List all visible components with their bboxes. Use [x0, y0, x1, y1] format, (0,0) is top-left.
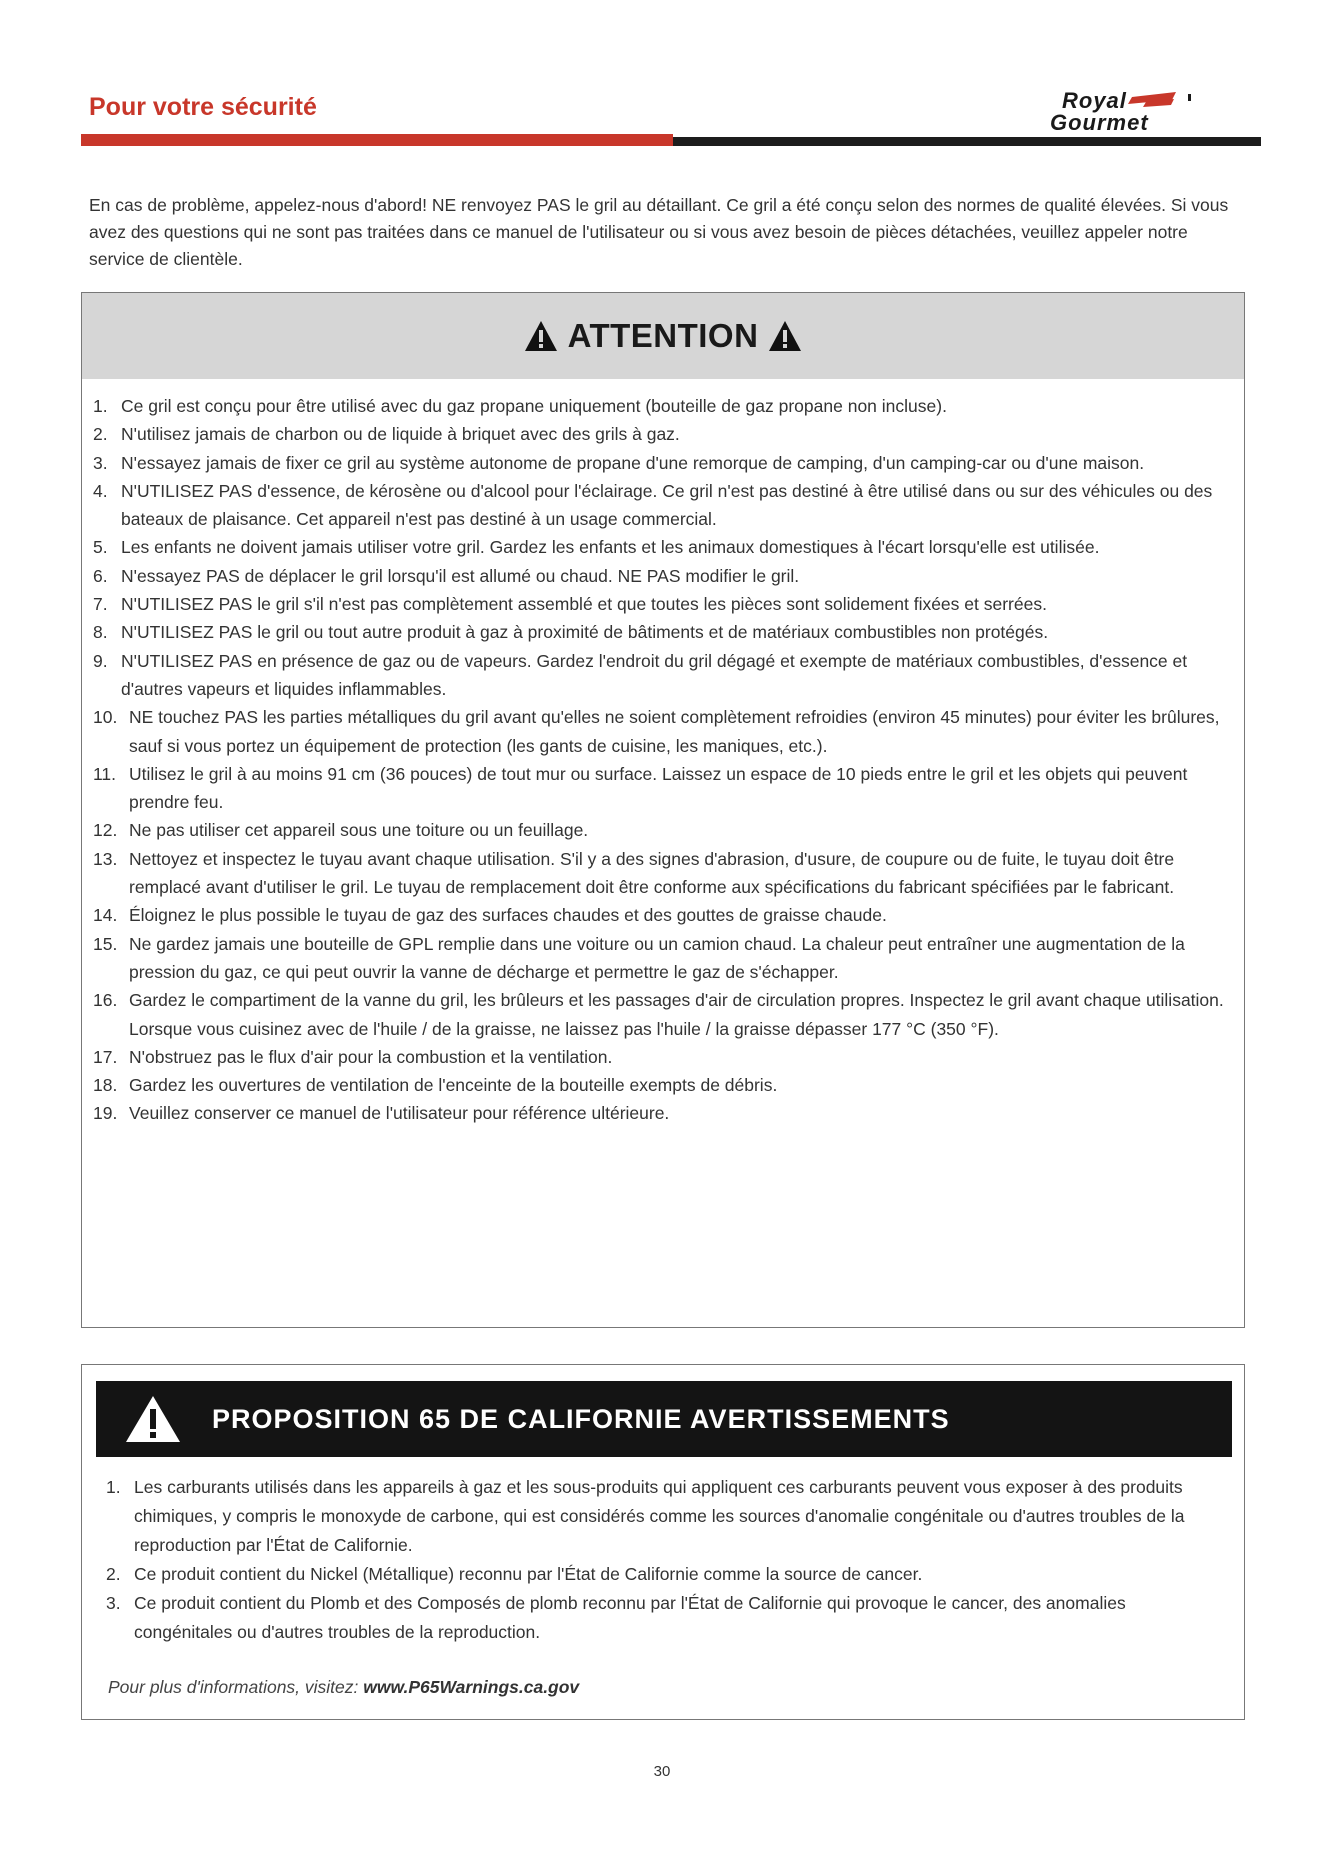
attention-title: ATTENTION [567, 317, 759, 354]
warning-triangle-icon [524, 320, 558, 352]
attention-item: 7. N'UTILISEZ PAS le gril s'il n'est pas complètement assemblé et que toutes les pièces sont solidement fixées et serrées. [93, 594, 1047, 615]
attention-item: 11. Utilisez le gril à au moins 91 cm (36 pouces) de tout mur ou surface. Laissez un espace de 10 pieds entre le gril et les objets qui peuvent prendre feu. [93, 763, 1188, 813]
brand-logo [1036, 88, 1226, 134]
attention-item: 17. N'obstruez pas le flux d'air pour la combustion et la ventilation. [93, 1046, 613, 1067]
prop65-item: 3. Ce produit contient du Plomb et des Composés de plomb reconnu par l'État de Californie qui provoque le cancer, des anomalies congénitales ou d'autres troubles de la reproduction. [106, 1593, 1126, 1642]
prop65-box [81, 1364, 1245, 1720]
attention-item: 1. Ce gril est conçu pour être utilisé avec du gaz propane uniquement (bouteille de gaz propane non incluse). [93, 396, 947, 416]
attention-box [81, 292, 1245, 1328]
warning-triangle-icon [768, 320, 802, 352]
attention-item: 16. Gardez le compartiment de la vanne du gril, les brûleurs et les passages d'air de circulation propres. Inspectez le gril avant chaque utilisation. Lorsque vous cuisinez avec de l'huile / de la graisse, ne laissez pas l'huile / la graisse dépasser 177 °C (350 °F). [93, 990, 1224, 1039]
attention-item: 14. Éloignez le plus possible le tuyau de gaz des surfaces chaudes et des gouttes de graisse chaude. [93, 905, 887, 926]
page-number: 30 [653, 1763, 671, 1780]
intro-paragraph: En cas de problème, appelez-nous d'abord! NE renvoyez PAS le gril au détaillant. Ce gril a été conçu selon des normes de qualité élevées. Si vous avez des questions qui ne sont pas traitées dans ce manuel de l'utilisateur ou si vous avez besoin de pièces détachées, veuillez appeler notre service de clientèle. [89, 195, 1229, 269]
attention-item: 18. Gardez les ouvertures de ventilation de l'enceinte de la bouteille exempts de débris. [93, 1075, 778, 1096]
header-rule-black [673, 137, 1261, 146]
attention-item: 2. N'utilisez jamais de charbon ou de liquide à briquet avec des grils à gaz. [93, 424, 680, 445]
prop65-list [106, 1473, 1226, 1647]
attention-item: 8. N'UTILISEZ PAS le gril ou tout autre produit à gaz à proximité de bâtiments et de matériaux combustibles non protégés. [93, 622, 1049, 643]
prop65-more-info [108, 1677, 579, 1698]
attention-item: 6. N'essayez PAS de déplacer le gril lorsqu'il est allumé ou chaud. NE PAS modifier le gril. [93, 565, 800, 586]
warning-triangle-icon [124, 1394, 182, 1444]
attention-header [82, 293, 1244, 379]
attention-item: 9. N'UTILISEZ PAS en présence de gaz ou de vapeurs. Gardez l'endroit du gril dégagé et exempte de matériaux combustibles, d'essence et d'autres vapeurs et liquides inflammables. [93, 650, 1188, 699]
prop65-more-prefix: Pour plus d'informations, visitez: [108, 1677, 364, 1697]
attention-item: 3. N'essayez jamais de fixer ce gril au système autonome de propane d'une remorque de camping, d'un camping-car ou d'une maison. [93, 452, 1145, 473]
royal-gourmet-logo-icon [1036, 88, 1226, 134]
attention-item: 10. NE touchez PAS les parties métalliques du gril avant qu'elles ne soient complètement refroidies (environ 45 minutes) pour éviter les brûlures, sauf si vous portez un équipement de protection (les gants de cuisine, les maniques, etc.). [93, 707, 1220, 756]
prop65-item: 1. Les carburants utilisés dans les appareils à gaz et les sous-produits qui appliquent ces carburants peuvent vous exposer à des produits chimiques, y compris le monoxyde de carbone, qui est considérés comme les sources d'anomalie congénitale ou d'autres troubles de la reproduction par l'État de Californie. [106, 1477, 1185, 1555]
svg-text:Gourmet: Gourmet [1050, 110, 1149, 134]
attention-item: 19. Veuillez conserver ce manuel de l'utilisateur pour référence ultérieure. [93, 1103, 670, 1124]
attention-item: 12. Ne pas utiliser cet appareil sous une toiture ou un feuillage. [93, 820, 589, 841]
p65-warnings-link[interactable]: www.P65Warnings.ca.gov [363, 1677, 580, 1697]
attention-item: 15. Ne gardez jamais une bouteille de GPL remplie dans une voiture ou un camion chaud. La chaleur peut entraîner une augmentation de la pression du gaz, ce qui peut ouvrir la vanne de décharge et permettre le gaz de s'échapper. [93, 933, 1185, 982]
attention-item: 5. Les enfants ne doivent jamais utiliser votre gril. Gardez les enfants et les animaux domestiques à l'écart lorsqu'elle est utilisée. [93, 537, 1100, 558]
header-rule-red [81, 134, 673, 146]
attention-item: 4. N'UTILISEZ PAS d'essence, de kérosène ou d'alcool pour l'éclairage. Ce gril n'est pas destiné à être utilisé dans ou sur des véhicules ou des bateaux de plaisance. Cet appareil n'est pas destiné à un usage commercial. [93, 480, 1213, 530]
attention-list [93, 392, 1241, 1128]
attention-item: 13. Nettoyez et inspectez le tuyau avant chaque utilisation. S'il y a des signes d'abrasion, d'usure, de coupure ou de fuite, le tuyau doit être remplacé avant d'utiliser le gril. Le tuyau de remplacement doit être conforme aux spécifications du fabricant spécifiées par le fabricant. [93, 848, 1175, 898]
page-title: Pour votre sécurité [89, 93, 317, 121]
prop65-title: PROPOSITION 65 DE CALIFORNIE AVERTISSEMENTS [212, 1403, 950, 1434]
svg-text:Royal: Royal [1062, 88, 1127, 113]
prop65-item: 2. Ce produit contient du Nickel (Métallique) reconnu par l'État de Californie comme la source de cancer. [106, 1564, 923, 1584]
prop65-header [96, 1381, 1232, 1457]
